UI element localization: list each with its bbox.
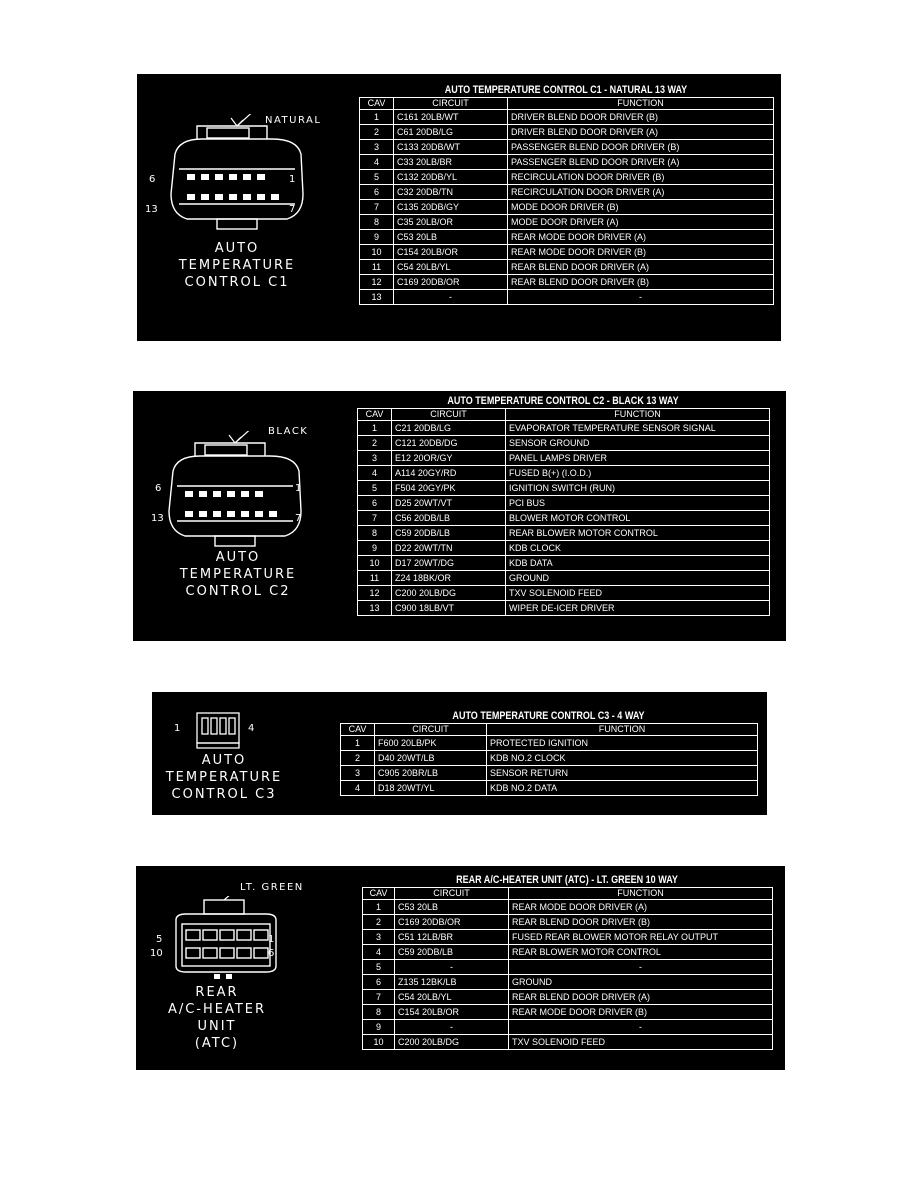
cell-function: REAR BLEND DOOR DRIVER (A) <box>509 990 773 1005</box>
cell-cav: 1 <box>363 900 395 915</box>
table-row <box>363 915 773 930</box>
pinout-table-c1 <box>359 97 774 305</box>
cell-cav: 3 <box>358 451 392 466</box>
cell-cav: 6 <box>360 185 394 200</box>
cell-function: KDB DATA <box>506 556 770 571</box>
cell-cav: 5 <box>358 481 392 496</box>
table-row <box>360 155 774 170</box>
table-row <box>358 526 770 541</box>
cell-cav: 10 <box>363 1035 395 1050</box>
cell-circuit: C54 20LB/YL <box>394 260 508 275</box>
cell-cav: 3 <box>360 140 394 155</box>
table-header-row <box>360 98 774 110</box>
cell-function: SENSOR GROUND <box>506 436 770 451</box>
cell-circuit: C154 20LB/OR <box>394 245 508 260</box>
cell-cav: 8 <box>360 215 394 230</box>
header-function: FUNCTION <box>487 724 758 736</box>
cell-function: REAR MODE DOOR DRIVER (B) <box>509 1005 773 1020</box>
table-row <box>341 736 758 751</box>
cell-function: MODE DOOR DRIVER (B) <box>508 200 774 215</box>
table-row <box>358 586 770 601</box>
table-row <box>360 215 774 230</box>
cell-function: PANEL LAMPS DRIVER <box>506 451 770 466</box>
pin-label-c1-top-right: 1 <box>289 174 296 185</box>
cell-function: REAR BLEND DOOR DRIVER (B) <box>509 915 773 930</box>
cell-function: GROUND <box>509 975 773 990</box>
pin-label-atc-top-right: 1 <box>268 934 275 945</box>
cell-function: TXV SOLENOID FEED <box>509 1035 773 1050</box>
cell-function: - <box>509 1020 773 1035</box>
cell-circuit: C200 20LB/DG <box>395 1035 509 1050</box>
cell-function: MODE DOOR DRIVER (A) <box>508 215 774 230</box>
pinout-table-rear-atc <box>362 887 773 1050</box>
cell-circuit: Z135 12BK/LB <box>395 975 509 990</box>
connector-c3-title <box>154 752 294 803</box>
table-c3-title: AUTO TEMPERATURE CONTROL C3 - 4 WAY <box>452 710 645 722</box>
table-row <box>360 260 774 275</box>
connector-rear-atc-color-callout: LT. GREEN <box>240 882 304 893</box>
cell-circuit: F504 20GY/PK <box>392 481 506 496</box>
table-row <box>360 290 774 305</box>
cell-cav: 7 <box>360 200 394 215</box>
header-cav: CAV <box>360 98 394 110</box>
cell-circuit: C132 20DB/YL <box>394 170 508 185</box>
cell-circuit: C33 20LB/BR <box>394 155 508 170</box>
table-row <box>358 571 770 586</box>
cell-cav: 10 <box>360 245 394 260</box>
table-body <box>363 900 773 1050</box>
connector-c1-title <box>162 240 312 291</box>
cell-circuit: C169 20DB/OR <box>395 915 509 930</box>
cell-function: KDB NO.2 CLOCK <box>487 751 758 766</box>
connector-c3-title-line: AUTO <box>201 753 247 768</box>
cell-cav: 8 <box>358 526 392 541</box>
header-circuit: CIRCUIT <box>392 409 506 421</box>
cell-function: SENSOR RETURN <box>487 766 758 781</box>
table-header-row <box>363 888 773 900</box>
cell-cav: 2 <box>360 125 394 140</box>
pin-label-c3-left: 1 <box>174 723 181 734</box>
table-row <box>358 601 770 616</box>
table-c2-title: AUTO TEMPERATURE CONTROL C2 - BLACK 13 WAY <box>447 395 679 407</box>
table-row <box>358 556 770 571</box>
table-row <box>360 170 774 185</box>
pinout-table-c2 <box>357 408 770 616</box>
pin-label-c1-bottom-left: 13 <box>145 204 158 215</box>
cell-function: KDB NO.2 DATA <box>487 781 758 796</box>
cell-function: PCI BUS <box>506 496 770 511</box>
cell-cav: 6 <box>363 975 395 990</box>
table-row <box>363 945 773 960</box>
table-row <box>341 766 758 781</box>
table-row <box>360 125 774 140</box>
cell-circuit: C900 18LB/VT <box>392 601 506 616</box>
table-row <box>341 781 758 796</box>
cell-cav: 3 <box>363 930 395 945</box>
connector-c1-diagram <box>157 114 327 244</box>
cell-function: FUSED B(+) (I.O.D.) <box>506 466 770 481</box>
pin-label-atc-top-left: 5 <box>156 934 163 945</box>
cell-cav: 2 <box>341 751 375 766</box>
cell-function: REAR BLEND DOOR DRIVER (A) <box>508 260 774 275</box>
cell-cav: 12 <box>358 586 392 601</box>
table-row <box>360 110 774 125</box>
table-row <box>363 960 773 975</box>
cell-function: PASSENGER BLEND DOOR DRIVER (A) <box>508 155 774 170</box>
table-row <box>363 930 773 945</box>
cell-function: IGNITION SWITCH (RUN) <box>506 481 770 496</box>
cell-function: RECIRCULATION DOOR DRIVER (B) <box>508 170 774 185</box>
cell-function: PASSENGER BLEND DOOR DRIVER (B) <box>508 140 774 155</box>
pinout-table-c3 <box>340 723 758 796</box>
cell-circuit: C56 20DB/LB <box>392 511 506 526</box>
cell-circuit: Z24 18BK/OR <box>392 571 506 586</box>
cell-circuit: C53 20LB <box>394 230 508 245</box>
header-function: FUNCTION <box>506 409 770 421</box>
pin-label-atc-bottom-left: 10 <box>150 948 163 959</box>
table-row <box>363 1035 773 1050</box>
cell-circuit: C133 20DB/WT <box>394 140 508 155</box>
connector-c2-title-line: AUTO <box>215 550 261 565</box>
connector-c2-title-line: TEMPERATURE <box>179 567 297 582</box>
cell-circuit: E12 20OR/GY <box>392 451 506 466</box>
cell-function: EVAPORATOR TEMPERATURE SENSOR SIGNAL <box>506 421 770 436</box>
cell-circuit: - <box>395 960 509 975</box>
pin-label-c1-top-left: 6 <box>149 174 156 185</box>
cell-function: REAR BLOWER MOTOR CONTROL <box>509 945 773 960</box>
cell-cav: 1 <box>358 421 392 436</box>
cell-circuit: C161 20LB/WT <box>394 110 508 125</box>
cell-circuit: - <box>395 1020 509 1035</box>
connector-c3-diagram <box>194 710 244 750</box>
header-function: FUNCTION <box>509 888 773 900</box>
cell-cav: 9 <box>358 541 392 556</box>
table-row <box>360 230 774 245</box>
cell-circuit: F600 20LB/PK <box>375 736 487 751</box>
connector-rear-atc-title-line: A/C-HEATER <box>167 1002 267 1017</box>
table-row <box>341 751 758 766</box>
header-cav: CAV <box>341 724 375 736</box>
cell-cav: 7 <box>358 511 392 526</box>
connector-c3-title-line: CONTROL C3 <box>171 787 277 802</box>
cell-function: DRIVER BLEND DOOR DRIVER (A) <box>508 125 774 140</box>
cell-cav: 6 <box>358 496 392 511</box>
cell-cav: 1 <box>341 736 375 751</box>
cell-cav: 9 <box>360 230 394 245</box>
connector-panel-c3 <box>152 692 767 815</box>
cell-cav: 11 <box>360 260 394 275</box>
pin-label-c2-bottom-right: 7 <box>295 513 302 524</box>
connector-c2-title-line: CONTROL C2 <box>185 584 291 599</box>
cell-cav: 5 <box>363 960 395 975</box>
connector-rear-atc-title <box>142 984 292 1052</box>
table-row <box>358 481 770 496</box>
cell-cav: 3 <box>341 766 375 781</box>
cell-function: REAR BLEND DOOR DRIVER (B) <box>508 275 774 290</box>
connector-c1-title-line: AUTO <box>214 241 260 256</box>
cell-function: REAR BLOWER MOTOR CONTROL <box>506 526 770 541</box>
cell-cav: 7 <box>363 990 395 1005</box>
table-row <box>363 900 773 915</box>
header-circuit: CIRCUIT <box>375 724 487 736</box>
cell-circuit: D18 20WT/YL <box>375 781 487 796</box>
connector-c2-diagram <box>155 431 325 561</box>
connector-rear-atc-diagram <box>166 896 296 986</box>
pin-label-c2-bottom-left: 13 <box>151 513 164 524</box>
header-function: FUNCTION <box>508 98 774 110</box>
cell-circuit: C169 20DB/OR <box>394 275 508 290</box>
cell-function: REAR MODE DOOR DRIVER (B) <box>508 245 774 260</box>
cell-circuit: C21 20DB/LG <box>392 421 506 436</box>
header-cav: CAV <box>363 888 395 900</box>
connector-rear-atc-title-line: UNIT <box>197 1019 237 1034</box>
table-row <box>358 496 770 511</box>
table-header-row <box>358 409 770 421</box>
cell-cav: 13 <box>358 601 392 616</box>
table-row <box>360 140 774 155</box>
cell-circuit: C59 20DB/LB <box>395 945 509 960</box>
cell-circuit: C59 20DB/LB <box>392 526 506 541</box>
connector-c2-color-callout: BLACK <box>268 426 309 437</box>
cell-cav: 4 <box>341 781 375 796</box>
cell-function: GROUND <box>506 571 770 586</box>
cell-circuit: D17 20WT/DG <box>392 556 506 571</box>
header-circuit: CIRCUIT <box>394 98 508 110</box>
cell-cav: 9 <box>363 1020 395 1035</box>
cell-function: - <box>509 960 773 975</box>
cell-function: DRIVER BLEND DOOR DRIVER (B) <box>508 110 774 125</box>
cell-function: PROTECTED IGNITION <box>487 736 758 751</box>
table-row <box>360 245 774 260</box>
connector-panel-c1 <box>137 74 781 341</box>
connector-c1-title-line: TEMPERATURE <box>178 258 296 273</box>
cell-circuit: - <box>394 290 508 305</box>
cell-circuit: D25 20WT/VT <box>392 496 506 511</box>
table-row <box>358 451 770 466</box>
connector-rear-atc-title-line: REAR <box>195 985 239 1000</box>
cell-circuit: C154 20LB/OR <box>395 1005 509 1020</box>
cell-function: - <box>508 290 774 305</box>
connector-panel-rear-atc <box>136 866 785 1070</box>
pin-label-c3-right: 4 <box>248 723 255 734</box>
cell-cav: 13 <box>360 290 394 305</box>
cell-circuit: C135 20DB/GY <box>394 200 508 215</box>
cell-cav: 5 <box>360 170 394 185</box>
connector-c1-color-callout: NATURAL <box>265 115 322 126</box>
cell-circuit: C121 20DB/DG <box>392 436 506 451</box>
table-row <box>358 436 770 451</box>
table-c1-title: AUTO TEMPERATURE CONTROL C1 - NATURAL 13 WAY <box>444 84 688 96</box>
table-body <box>360 110 774 305</box>
table-row <box>358 511 770 526</box>
table-row <box>358 541 770 556</box>
cell-circuit: C53 20LB <box>395 900 509 915</box>
cell-cav: 2 <box>363 915 395 930</box>
cell-function: WIPER DE-ICER DRIVER <box>506 601 770 616</box>
cell-cav: 2 <box>358 436 392 451</box>
cell-cav: 1 <box>360 110 394 125</box>
pin-label-c2-top-left: 6 <box>155 483 162 494</box>
connector-panel-c2 <box>133 391 786 641</box>
cell-cav: 4 <box>360 155 394 170</box>
connector-rear-atc-title-line: (ATC) <box>194 1036 240 1051</box>
table-header-row <box>341 724 758 736</box>
cell-circuit: C61 20DB/LG <box>394 125 508 140</box>
cell-circuit: A114 20GY/RD <box>392 466 506 481</box>
cell-circuit: C200 20LB/DG <box>392 586 506 601</box>
table-row <box>363 1020 773 1035</box>
cell-function: FUSED REAR BLOWER MOTOR RELAY OUTPUT <box>509 930 773 945</box>
cell-function: REAR MODE DOOR DRIVER (A) <box>509 900 773 915</box>
cell-cav: 10 <box>358 556 392 571</box>
cell-function: TXV SOLENOID FEED <box>506 586 770 601</box>
cell-cav: 12 <box>360 275 394 290</box>
cell-function: RECIRCULATION DOOR DRIVER (A) <box>508 185 774 200</box>
table-row <box>358 466 770 481</box>
header-cav: CAV <box>358 409 392 421</box>
connector-c3-title-line: TEMPERATURE <box>165 770 283 785</box>
table-rear-atc-title: REAR A/C-HEATER UNIT (ATC) - LT. GREEN 10 WAY <box>456 874 678 886</box>
header-circuit: CIRCUIT <box>395 888 509 900</box>
table-body <box>358 421 770 616</box>
cell-cav: 4 <box>358 466 392 481</box>
cell-function: KDB CLOCK <box>506 541 770 556</box>
table-body <box>341 736 758 796</box>
table-row <box>358 421 770 436</box>
cell-cav: 4 <box>363 945 395 960</box>
table-row <box>360 275 774 290</box>
cell-circuit: C51 12LB/BR <box>395 930 509 945</box>
pin-label-c2-top-right: 1 <box>295 483 302 494</box>
table-row <box>363 1005 773 1020</box>
cell-circuit: D40 20WT/LB <box>375 751 487 766</box>
cell-function: BLOWER MOTOR CONTROL <box>506 511 770 526</box>
table-row <box>360 185 774 200</box>
cell-function: REAR MODE DOOR DRIVER (A) <box>508 230 774 245</box>
table-row <box>363 990 773 1005</box>
cell-cav: 8 <box>363 1005 395 1020</box>
connector-c1-title-line: CONTROL C1 <box>184 275 290 290</box>
table-row <box>363 975 773 990</box>
cell-cav: 11 <box>358 571 392 586</box>
cell-circuit: C32 20DB/TN <box>394 185 508 200</box>
table-row <box>360 200 774 215</box>
cell-circuit: C54 20LB/YL <box>395 990 509 1005</box>
cell-circuit: C35 20LB/OR <box>394 215 508 230</box>
cell-circuit: D22 20WT/TN <box>392 541 506 556</box>
connector-c2-title <box>163 549 313 600</box>
pin-label-c1-bottom-right: 7 <box>289 204 296 215</box>
pin-label-atc-bottom-right: 6 <box>268 948 275 959</box>
cell-circuit: C905 20BR/LB <box>375 766 487 781</box>
